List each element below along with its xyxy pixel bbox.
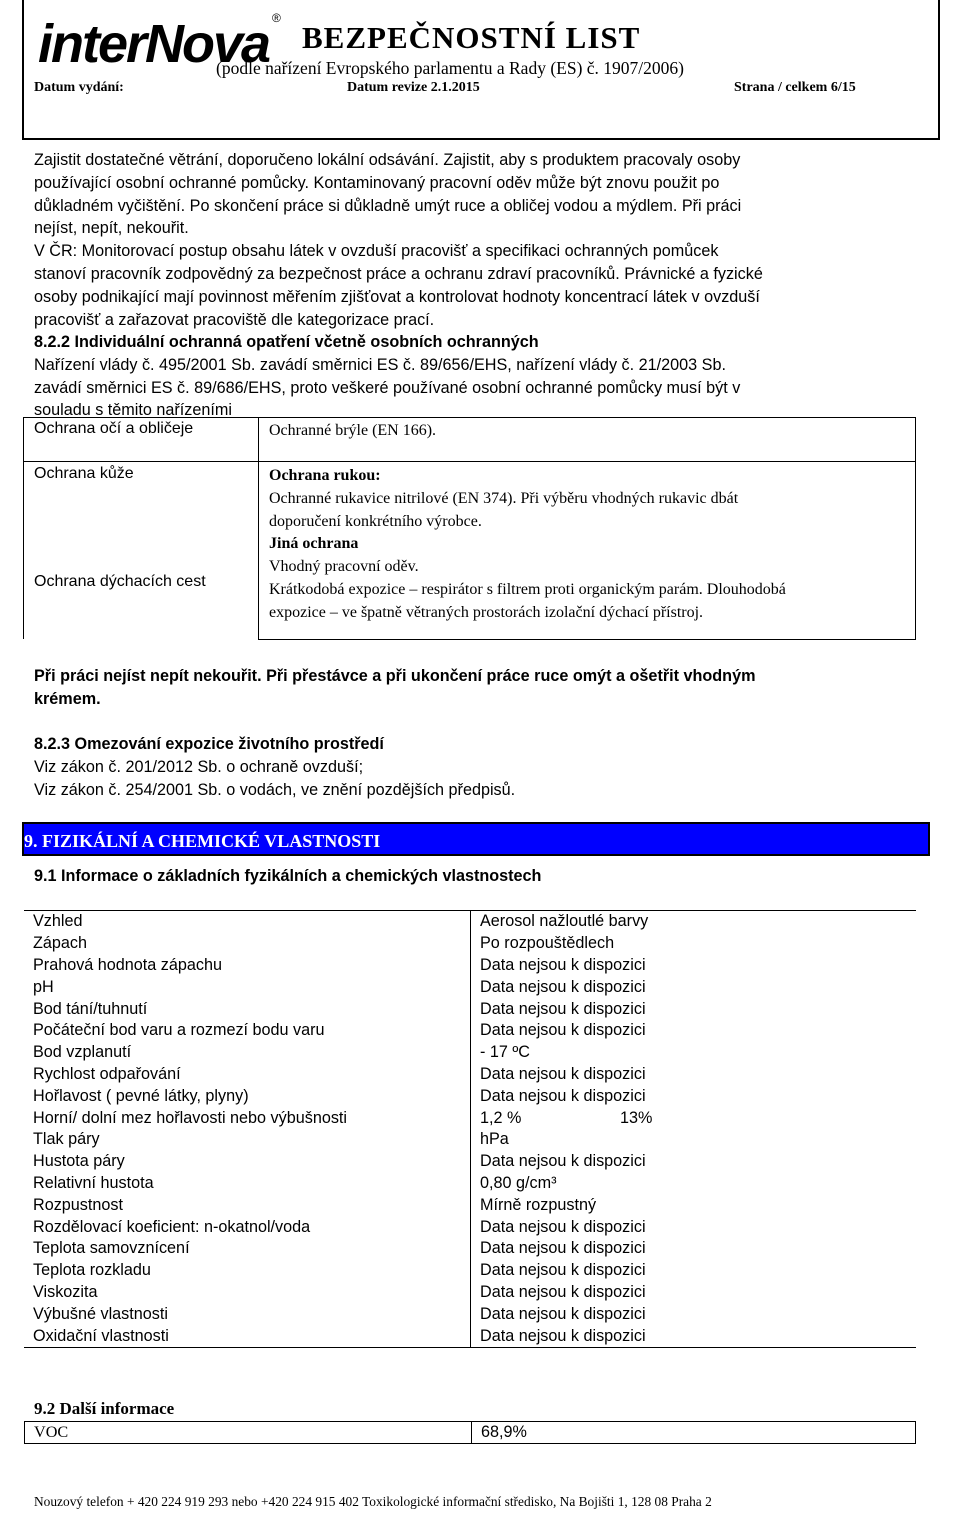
table-row bbox=[24, 1216, 916, 1238]
section-823-line: Viz zákon č. 201/2012 Sb. o ochraně ovzduší; bbox=[34, 757, 364, 776]
property-name: Počáteční bod varu a rozmezí bodu varu bbox=[24, 1020, 471, 1042]
property-name: Tlak páry bbox=[24, 1129, 471, 1151]
property-value: Data nejsou k dispozici bbox=[471, 1325, 917, 1347]
intro-line: stanoví pracovník zodpovědný za bezpečnost práce a ochranu zdraví pracovníků. Právnické a fyzické bbox=[34, 264, 763, 283]
properties-table bbox=[24, 910, 916, 1348]
intro-line: pracovišť a zařazovat pracoviště dle kategorizace prací. bbox=[34, 310, 435, 329]
table-row bbox=[24, 911, 916, 933]
property-name: Bod vzplanutí bbox=[24, 1042, 471, 1064]
property-value: Data nejsou k dispozici bbox=[480, 1282, 646, 1301]
voc-table bbox=[24, 1421, 916, 1444]
section-823-line: Viz zákon č. 254/2001 Sb. o vodách, ve znění pozdějších předpisů. bbox=[34, 780, 516, 799]
hands-title: Ochrana rukou: bbox=[269, 467, 381, 484]
table-row bbox=[24, 933, 916, 955]
property-value: Aerosol nažloutlé barvy bbox=[471, 911, 917, 933]
section-822-line: Nařízení vlády č. 495/2001 Sb. zavádí směrnici ES č. 89/656/EHS, nařízení vlády č. 21/2003 Sb. bbox=[34, 355, 726, 374]
table-row bbox=[24, 1260, 916, 1282]
property-value: Data nejsou k dispozici bbox=[480, 1217, 646, 1236]
table-row bbox=[24, 1303, 916, 1325]
section-9-banner bbox=[22, 822, 930, 856]
property-value: Data nejsou k dispozici bbox=[480, 999, 646, 1018]
section-822-heading: 8.2.2 Individuální ochranná opatření včetně osobních ochranných bbox=[34, 333, 539, 351]
property-value: Data nejsou k dispozici bbox=[480, 1152, 646, 1171]
voc-label: VOC bbox=[25, 1422, 472, 1444]
hygiene-line: Při práci nejíst nepít nekouřit. Při přestávce a při ukončení práce ruce omýt a ošetřit vhodným bbox=[34, 667, 756, 685]
property-name: Hustota páry bbox=[24, 1151, 471, 1173]
property-name: Oxidační vlastnosti bbox=[24, 1325, 471, 1347]
section-92-heading: 9.2 Další informace bbox=[34, 1399, 175, 1418]
logo-text: interNova bbox=[38, 14, 270, 72]
property-value: - 17 ºC bbox=[480, 1043, 530, 1062]
table-row bbox=[24, 1107, 916, 1129]
table-row bbox=[24, 1064, 916, 1086]
table-row bbox=[24, 1129, 916, 1151]
table-row bbox=[25, 1422, 916, 1444]
property-name: Rozdělovací koeficient: n-okatnol/voda bbox=[24, 1216, 471, 1238]
property-name: Relativní hustota bbox=[24, 1173, 471, 1195]
intro-paragraph bbox=[34, 149, 914, 331]
hands-text: doporučení konkrétního výrobce. bbox=[269, 512, 482, 530]
property-name: Hořlavost ( pevné látky, plyny) bbox=[24, 1085, 471, 1107]
property-name: Rozpustnost bbox=[24, 1194, 471, 1216]
table-row bbox=[24, 1238, 916, 1260]
section-91-heading: 9.1 Informace o základních fyzikálních a chemických vlastnostech bbox=[34, 867, 542, 885]
table-row bbox=[24, 998, 916, 1020]
document-subtitle: (podle nařízení Evropského parlamentu a Rady (ES) č. 1907/2006) bbox=[216, 58, 684, 78]
other-protection-title: Jiná ochrana bbox=[269, 535, 359, 553]
property-name: Zápach bbox=[24, 933, 471, 955]
intro-line: Zajistit dostatečné větrání, doporučeno lokální odsávání. Zajistit, aby s produktem pracovaly osoby bbox=[34, 151, 741, 169]
revision-date: Datum revize 2.1.2015 bbox=[347, 80, 480, 95]
property-value: Data nejsou k dispozici bbox=[480, 955, 646, 974]
property-value: Data nejsou k dispozici bbox=[480, 1261, 646, 1280]
property-name: Teplota samovznícení bbox=[24, 1238, 471, 1260]
intro-line: důkladném vyčištění. Po skončení práce si důkladně umýt ruce a obličej vodou a mýdlem. Při práci bbox=[34, 196, 742, 215]
intro-line: používající osobní ochranné pomůcky. Kontaminovaný pracovní oděv může být znovu použit po bbox=[34, 173, 720, 192]
issue-date-label: Datum vydání: bbox=[34, 80, 124, 95]
section-9-title: 9. FIZIKÁLNÍ A CHEMICKÉ VLASTNOSTI bbox=[24, 831, 381, 851]
ppe-table bbox=[23, 417, 916, 640]
property-value: hPa bbox=[480, 1130, 509, 1149]
property-value: Data nejsou k dispozici bbox=[480, 1086, 646, 1105]
table-row bbox=[24, 1325, 916, 1347]
table-row bbox=[24, 418, 916, 462]
table-row bbox=[24, 976, 916, 998]
property-name: Výbušné vlastnosti bbox=[24, 1303, 471, 1325]
property-name: Vzhled bbox=[24, 911, 471, 933]
section-822 bbox=[34, 331, 914, 422]
page-counter: Strana / celkem 6/15 bbox=[734, 80, 856, 95]
ppe-skin-value bbox=[259, 462, 916, 640]
svg-text:®: ® bbox=[272, 11, 281, 25]
section-822-line: zavádí směrnici ES č. 89/686/EHS, proto veškeré používané osobní ochranné pomůcky musí být v bbox=[34, 378, 741, 397]
property-name: Bod tání/tuhnutí bbox=[24, 998, 471, 1020]
section-823-heading: 8.2.3 Omezování expozice životního prostředí bbox=[34, 735, 384, 753]
table-row bbox=[24, 1020, 916, 1042]
property-name: Prahová hodnota zápachu bbox=[24, 955, 471, 977]
property-name: Horní/ dolní mez hořlavosti nebo výbušnosti bbox=[24, 1107, 471, 1129]
property-value: Data nejsou k dispozici bbox=[480, 1064, 646, 1083]
property-value: 0,80 g/cm³ bbox=[480, 1173, 557, 1192]
property-name: Viskozita bbox=[24, 1282, 471, 1304]
property-value-upper: 13% bbox=[620, 1108, 653, 1127]
property-value bbox=[471, 1107, 917, 1129]
other-protection-text: Vhodný pracovní oděv. bbox=[269, 558, 419, 576]
property-value: Mírně rozpustný bbox=[480, 1195, 597, 1214]
ppe-resp-label: Ochrana dýchacích cest bbox=[34, 573, 206, 590]
property-value: Data nejsou k dispozici bbox=[480, 1239, 646, 1258]
hygiene-line: krémem. bbox=[34, 689, 101, 708]
table-row bbox=[24, 462, 916, 640]
property-value: Data nejsou k dispozici bbox=[480, 1304, 646, 1323]
property-value: Data nejsou k dispozici bbox=[480, 1021, 646, 1040]
table-row bbox=[24, 1042, 916, 1064]
ppe-skin-label-text: Ochrana kůže bbox=[34, 465, 134, 482]
property-name: Rychlost odpařování bbox=[24, 1064, 471, 1086]
table-row bbox=[24, 955, 916, 977]
table-row bbox=[24, 1173, 916, 1195]
ppe-skin-label bbox=[24, 462, 259, 640]
table-row bbox=[24, 1194, 916, 1216]
intro-line: V ČR: Monitorovací postup obsahu látek v ovzduší pracovišť a specifikaci ochranných pomůcek bbox=[34, 242, 719, 261]
intro-line: osoby podnikající mají povinnost měřením zjišťovat a kontrolovat hodnoty koncentrací látek v ovzduší bbox=[34, 287, 760, 306]
hands-text: Ochranné rukavice nitrilové (EN 374). Při výběru vhodných rukavic dbát bbox=[269, 489, 739, 507]
table-row bbox=[24, 1282, 916, 1304]
hygiene-note bbox=[34, 665, 914, 711]
document-header bbox=[22, 0, 940, 140]
document-title: BEZPEČNOSTNÍ LIST bbox=[302, 20, 641, 55]
property-value: Data nejsou k dispozici bbox=[480, 977, 646, 996]
intro-line: nejíst, nepít, nekouřit. bbox=[34, 219, 189, 238]
resp-text: expozice – ve špatně větraných prostorách izolační dýchací přístroj. bbox=[269, 603, 704, 621]
property-value: Po rozpouštědlech bbox=[480, 934, 615, 953]
section-823 bbox=[34, 733, 914, 801]
property-name: pH bbox=[24, 976, 471, 998]
table-row bbox=[24, 1085, 916, 1107]
footer-emergency-phone: Nouzový telefon + 420 224 919 293 nebo +420 224 915 402 Toxikologické informační středisko, Na Bojišti 1, 128 08 Praha 2 bbox=[34, 1494, 712, 1509]
section-822-line: souladu s těmito nařízeními bbox=[34, 401, 232, 420]
ppe-eyes-label: Ochrana očí a obličeje bbox=[24, 418, 259, 462]
voc-value: 68,9% bbox=[472, 1422, 916, 1444]
property-value-lower: 1,2 % bbox=[480, 1108, 522, 1127]
ppe-eyes-value: Ochranné brýle (EN 166). bbox=[259, 418, 916, 462]
property-name: Teplota rozkladu bbox=[24, 1260, 471, 1282]
table-row bbox=[24, 1151, 916, 1173]
resp-text: Krátkodobá expozice – respirátor s filtrem proti organickým parám. Dlouhodobá bbox=[269, 580, 786, 598]
